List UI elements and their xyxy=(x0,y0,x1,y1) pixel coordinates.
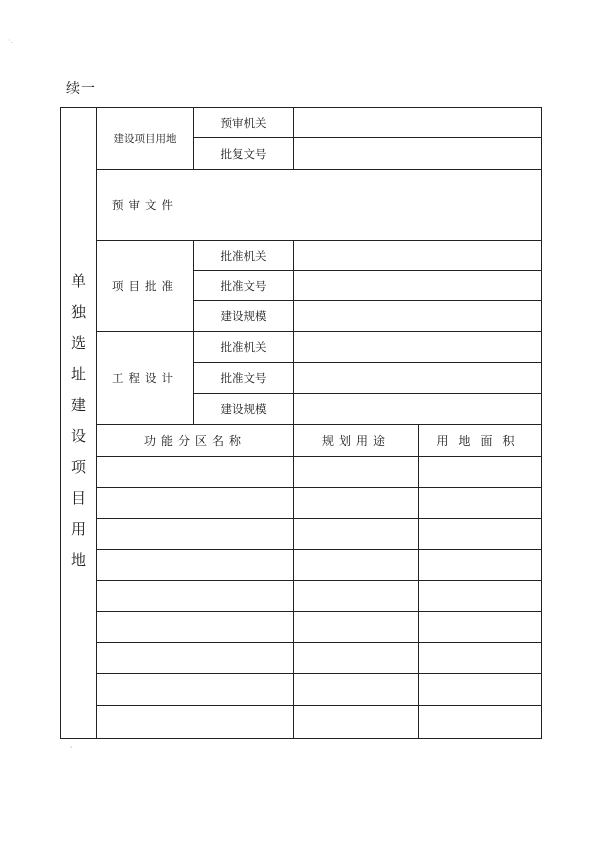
side-title-char: 用 xyxy=(70,520,86,538)
divider xyxy=(293,240,294,739)
side-title-char: 址 xyxy=(70,365,86,383)
divider xyxy=(96,580,542,581)
continuation-label: 续一 xyxy=(66,81,96,97)
design-approval-number-label: 批准文号 xyxy=(220,371,267,385)
land-area-header: 用地面积 xyxy=(436,434,525,448)
divider xyxy=(96,518,542,519)
side-title-char: 独 xyxy=(70,303,86,321)
design-approval-authority-label: 批准机关 xyxy=(220,340,267,354)
pre-review-authority-label: 预审机关 xyxy=(220,115,267,130)
divider xyxy=(96,673,542,674)
divider xyxy=(96,705,542,706)
engineering-design-label: 工程设计 xyxy=(112,371,178,385)
divider xyxy=(96,611,542,612)
approval-number-label: 批准文号 xyxy=(220,278,267,293)
pre-review-docs-label: 预审文件 xyxy=(112,198,178,212)
side-title-char: 单 xyxy=(70,272,86,290)
functional-zone-name-header: 功能分区名称 xyxy=(143,434,246,448)
divider xyxy=(418,424,419,739)
scan-mark: ' xyxy=(70,745,73,754)
divider xyxy=(96,642,542,643)
scan-mark: ·. xyxy=(8,36,14,45)
construction-scale-label: 建设规模 xyxy=(220,309,267,323)
side-title xyxy=(61,266,96,576)
side-title-char: 建 xyxy=(70,396,86,414)
side-title-char: 设 xyxy=(70,427,86,445)
planned-use-header: 规划用途 xyxy=(321,434,390,448)
approval-authority-label: 批准机关 xyxy=(220,248,267,263)
side-title-char: 项 xyxy=(70,458,86,476)
divider xyxy=(293,107,294,169)
design-construction-scale-label: 建设规模 xyxy=(220,402,267,416)
divider xyxy=(96,549,542,550)
project-approval-label: 项目批准 xyxy=(112,279,178,293)
side-title-char: 目 xyxy=(70,489,86,507)
divider xyxy=(96,456,542,457)
pre-review-reply-number-label: 批复文号 xyxy=(220,146,267,161)
side-title-char: 选 xyxy=(70,334,86,352)
land-use-label: 建设项目用地 xyxy=(113,133,177,145)
side-title-char: 地 xyxy=(70,551,86,569)
divider xyxy=(96,487,542,488)
